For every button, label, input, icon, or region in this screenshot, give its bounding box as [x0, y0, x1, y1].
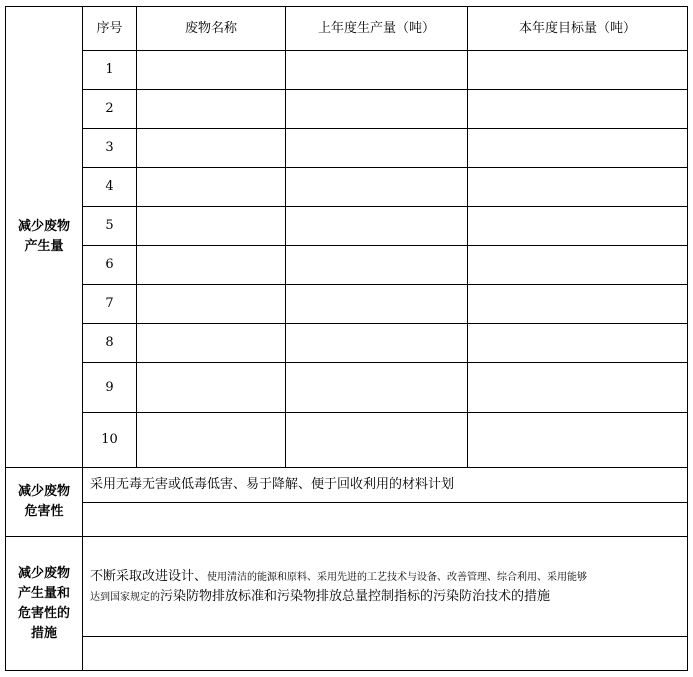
- row-line: [82, 89, 688, 90]
- row-line: [82, 636, 688, 637]
- measures-text-line-1-start: 不断采取改进设计、: [90, 569, 208, 584]
- row-index: 8: [105, 335, 114, 350]
- row-index: 3: [105, 140, 114, 155]
- measures-text-line-2-rest: 污染防物排放标准和污染物排放总量控制指标的污染防治技术的措施: [160, 589, 551, 604]
- row-line: [82, 167, 688, 168]
- row-index: 1: [105, 62, 114, 77]
- hazard-material-plan-text: 采用无毒无害或低毒低害、易于降解、便于回收利用的材料计划: [90, 477, 455, 492]
- measures-text-line-1: [90, 567, 587, 588]
- section-label-reduce-hazard: 减少废物 危害性: [17, 484, 70, 519]
- border-bottom: [5, 670, 688, 671]
- row-index: 5: [105, 218, 114, 233]
- row-line: [82, 206, 688, 207]
- col-divider-1: [136, 6, 137, 468]
- row-line: [82, 502, 688, 503]
- row-line: [82, 50, 688, 51]
- row-line: [82, 412, 688, 413]
- col-divider-3: [467, 6, 468, 468]
- row-index: 2: [105, 101, 114, 116]
- row-line: [82, 362, 688, 363]
- border-right: [687, 6, 688, 671]
- column-header-target-amount: 本年度目标量（吨）: [518, 20, 636, 36]
- row-index: 6: [105, 257, 114, 272]
- column-header-waste-name: 废物名称: [184, 20, 237, 36]
- row-line: [82, 284, 688, 285]
- row-index: 9: [105, 379, 114, 395]
- row-index: 10: [101, 432, 118, 447]
- col-divider-2: [285, 6, 286, 468]
- section-label-measures: 减少废物 产生量和 危害性的 措施: [17, 565, 70, 641]
- row-line: [82, 245, 688, 246]
- section-line: [5, 536, 688, 537]
- measures-text-line-1-rest: 使用清洁的能源和原料、采用先进的工艺技术与设备、改善管理、综合利用、采用能够: [207, 572, 588, 583]
- section-label-reduce-quantity: 减少废物 产生量: [17, 219, 70, 254]
- row-line: [82, 323, 688, 324]
- column-header-index: 序号: [96, 20, 123, 36]
- measures-text-line-2: [90, 587, 550, 608]
- measures-text-line-2-start: 达到国家规定的: [90, 592, 160, 603]
- column-header-last-year-output: 上年度生产量（吨）: [317, 20, 435, 36]
- row-index: 4: [105, 179, 114, 194]
- section-line: [5, 467, 688, 468]
- row-index: 7: [105, 296, 114, 311]
- row-line: [82, 128, 688, 129]
